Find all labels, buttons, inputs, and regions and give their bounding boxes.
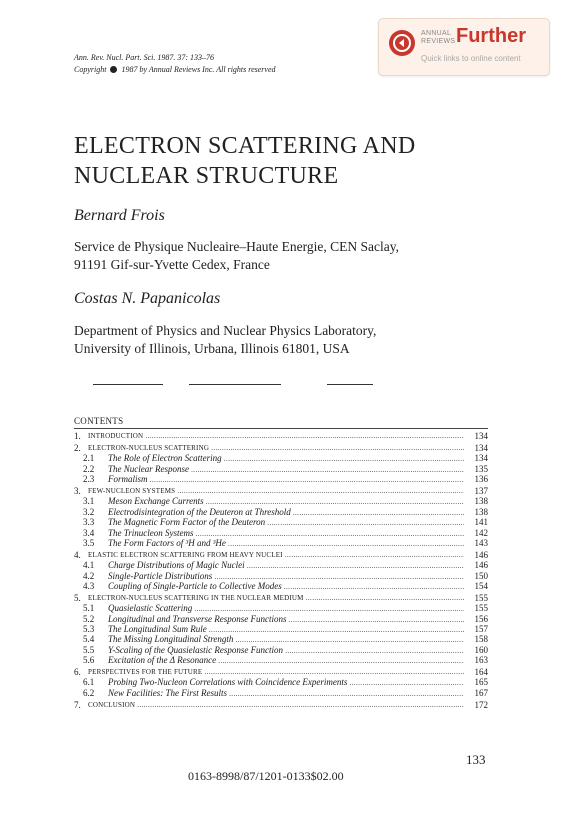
toc-entry-number: 2. — [74, 442, 81, 453]
separator-rule — [327, 384, 373, 385]
toc-entry-label: FEW-NUCLEON SYSTEMS — [88, 486, 176, 495]
price-code: 0163-8998/87/1201-0133$02.00 — [188, 769, 344, 783]
toc-entry-label: Quasielastic Scattering — [108, 603, 193, 614]
copyright-label: Copyright — [74, 65, 107, 74]
toc-entry-page: 146 — [464, 550, 488, 560]
toc-entry-number: 6. — [74, 667, 81, 678]
copyright-text: 1987 by Annual Reviews Inc. All rights reserved — [121, 65, 276, 74]
toc-entry-label-wrap — [88, 593, 464, 603]
toc-entry-number: 3.2 — [83, 506, 95, 517]
toc-entry-number: 7. — [74, 699, 81, 710]
annual-label: ANNUAL — [421, 30, 452, 37]
toc-entry-number: 3.3 — [83, 517, 95, 528]
toc-subsection-entry[interactable] — [74, 560, 488, 570]
toc-entry-label: The Role of Electron Scattering — [108, 453, 222, 464]
toc-entry-page: 157 — [464, 624, 488, 634]
toc-subsection-entry[interactable] — [74, 538, 488, 548]
toc-entry-label-wrap — [108, 581, 464, 592]
toc-entry-label-wrap — [88, 667, 464, 677]
toc-entry-label: New Facilities: The First Results — [108, 687, 227, 698]
toc-entry-label-wrap — [88, 486, 464, 496]
title-line-1: ELECTRON SCATTERING AND — [74, 133, 416, 159]
toc-entry-label: The Trinucleon Systems — [108, 527, 194, 538]
toc-subsection-entry[interactable] — [74, 507, 488, 517]
copyright-symbol-icon — [110, 66, 117, 73]
toc-subsection-entry[interactable] — [74, 634, 488, 644]
copyright-line — [74, 64, 276, 76]
toc-subsection-entry[interactable] — [74, 464, 488, 474]
contents-heading: CONTENTS — [74, 416, 124, 426]
toc-entry-number: 5.3 — [83, 624, 95, 635]
toc-entry-label: PERSPECTIVES FOR THE FUTURE — [88, 668, 203, 677]
toc-entry-label-wrap — [108, 474, 464, 485]
toc-entry-page: 154 — [464, 581, 488, 591]
toc-entry-number: 5.6 — [83, 655, 95, 666]
toc-entry-page: 138 — [464, 507, 488, 517]
toc-entry-page: 150 — [464, 571, 488, 581]
affiliation-line-1: Service de Physique Nucleaire–Haute Energie, CEN Saclay, — [74, 239, 400, 254]
author-affiliation — [74, 322, 376, 358]
toc-section-entry[interactable] — [74, 550, 488, 560]
toc-entry-number: 3.5 — [83, 537, 95, 548]
toc-entry-page: 160 — [464, 645, 488, 655]
toc-subsection-entry[interactable] — [74, 645, 488, 655]
toc-entry-page: 141 — [464, 517, 488, 527]
toc-entry-page: 155 — [464, 603, 488, 613]
toc-entry-number: 4. — [74, 549, 81, 560]
toc-entry-label-wrap — [108, 538, 464, 549]
toc-entry-page: 158 — [464, 634, 488, 644]
toc-entry-number: 5.2 — [83, 613, 95, 624]
toc-entry-label: ELASTIC ELECTRON SCATTERING FROM HEAVY NUCLEI — [88, 550, 283, 559]
toc-entry-label-wrap — [88, 431, 464, 441]
toc-entry-label-wrap — [108, 688, 464, 699]
toc-section-entry[interactable] — [74, 443, 488, 453]
toc-entry-number: 5.1 — [83, 603, 95, 614]
toc-subsection-entry[interactable] — [74, 517, 488, 527]
toc-entry-label: ELECTRON-NUCLEUS SCATTERING — [88, 443, 210, 452]
toc-entry-label: The Missing Longitudinal Strength — [108, 634, 234, 645]
toc-entry-label-wrap — [108, 655, 464, 666]
reviews-label: REVIEWS — [421, 38, 456, 45]
toc-entry-number: 5.5 — [83, 644, 95, 655]
toc-entry-page: 142 — [464, 528, 488, 538]
journal-reference: Ann. Rev. Nucl. Part. Sci. 1987. 37: 133–76 — [74, 53, 215, 62]
toc-entry-page: 155 — [464, 593, 488, 603]
toc-entry-label: Charge Distributions of Magic Nuclei — [108, 560, 245, 571]
toc-entry-page: 163 — [464, 655, 488, 665]
separator-rule — [189, 384, 281, 385]
toc-entry-number: 3. — [74, 485, 81, 496]
toc-subsection-entry[interactable] — [74, 624, 488, 634]
toc-entry-label: INTRODUCTION — [88, 432, 144, 440]
toc-entry-label: Excitation of the Δ Resonance — [108, 655, 217, 666]
toc-entry-label: CONCLUSION — [88, 700, 136, 709]
article-title — [74, 131, 416, 191]
toc-entry-page: 146 — [464, 560, 488, 570]
toc-entry-label: Coupling of Single-Particle to Collective Modes — [108, 580, 282, 591]
toc-entry-label: Longitudinal and Transverse Response Functions — [108, 613, 287, 624]
toc-entry-label: The Form Factors of ³H and ³He — [108, 537, 226, 548]
toc-entry-label: ELECTRON-NUCLEUS SCATTERING IN THE NUCLEAR MEDIUM — [88, 593, 304, 602]
affiliation-line-2: University of Illinois, Urbana, Illinois 61801, USA — [74, 341, 350, 356]
table-of-contents — [74, 431, 488, 710]
toc-entry-number: 6.2 — [83, 687, 95, 698]
toc-section-entry[interactable] — [74, 667, 488, 677]
toc-entry-label: The Longitudinal Sum Rule — [108, 624, 207, 635]
separator-rule — [93, 384, 163, 385]
toc-entry-label: Electrodisintegration of the Deuteron at Threshold — [108, 506, 291, 517]
toc-entry-label: Single-Particle Distributions — [108, 570, 213, 581]
toc-subsection-entry[interactable] — [74, 496, 488, 506]
toc-subsection-entry[interactable] — [74, 688, 488, 698]
toc-entry-page: 134 — [464, 453, 488, 463]
toc-subsection-entry[interactable] — [74, 528, 488, 538]
toc-entry-page: 134 — [464, 431, 488, 441]
toc-subsection-entry[interactable] — [74, 677, 488, 687]
toc-entry-page: 172 — [464, 700, 488, 710]
contents-top-rule — [74, 428, 488, 429]
annual-reviews-logo — [421, 30, 455, 46]
toc-section-entry[interactable] — [74, 486, 488, 496]
toc-entry-page: 167 — [464, 688, 488, 698]
toc-entry-label-wrap — [88, 443, 464, 453]
toc-entry-label: The Nuclear Response — [108, 463, 189, 474]
toc-entry-page: 138 — [464, 496, 488, 506]
toc-entry-page: 165 — [464, 677, 488, 687]
toc-subsection-entry[interactable] — [74, 655, 488, 665]
toc-entry-number: 6.1 — [83, 677, 95, 688]
toc-subsection-entry[interactable] — [74, 581, 488, 591]
toc-entry-label: Probing Two-Nucleon Correlations with Coincidence Experiments — [108, 677, 348, 688]
toc-entry-number: 2.1 — [83, 453, 95, 464]
further-label: Further — [456, 25, 526, 47]
toc-subsection-entry[interactable] — [74, 603, 488, 613]
toc-section-entry[interactable] — [74, 431, 488, 441]
toc-entry-number: 2.2 — [83, 463, 95, 474]
further-arrow-icon — [389, 30, 415, 56]
toc-entry-number: 3.1 — [83, 496, 95, 507]
author-name: Costas N. Papanicolas — [74, 290, 221, 307]
toc-entry-page: 156 — [464, 614, 488, 624]
affiliation-line-1: Department of Physics and Nuclear Physics Laboratory, — [74, 323, 377, 338]
toc-entry-page: 136 — [464, 474, 488, 484]
toc-subsection-entry[interactable] — [74, 614, 488, 624]
toc-entry-page: 137 — [464, 486, 488, 496]
quick-links-label: Quick links to online content — [421, 54, 521, 63]
toc-entry-number: 4.1 — [83, 560, 95, 571]
title-line-2: NUCLEAR STRUCTURE — [74, 163, 339, 189]
toc-entry-number: 3.4 — [83, 527, 95, 538]
toc-entry-number: 5. — [74, 592, 81, 603]
toc-entry-number: 2.3 — [83, 474, 95, 485]
toc-entry-label: Y-Scaling of the Quasielastic Response Function — [108, 644, 284, 655]
author-affiliation — [74, 238, 399, 274]
toc-entry-label: The Magnetic Form Factor of the Deuteron — [108, 517, 266, 528]
toc-entry-label: Meson Exchange Currents — [108, 496, 204, 507]
toc-section-entry[interactable] — [74, 700, 488, 710]
toc-entry-page: 164 — [464, 667, 488, 677]
journal-citation — [74, 52, 276, 76]
toc-entry-page: 134 — [464, 443, 488, 453]
toc-entry-number: 4.2 — [83, 570, 95, 581]
toc-subsection-entry[interactable] — [74, 453, 488, 463]
toc-entry-number: 4.3 — [83, 580, 95, 591]
toc-entry-number: 5.4 — [83, 634, 95, 645]
toc-subsection-entry[interactable] — [74, 474, 488, 484]
author-name: Bernard Frois — [74, 207, 165, 224]
toc-entry-page: 143 — [464, 538, 488, 548]
toc-entry-label: Formalism — [108, 474, 148, 485]
toc-entry-label-wrap — [88, 550, 464, 560]
page-number: 133 — [466, 752, 486, 767]
toc-entry-page: 135 — [464, 464, 488, 474]
affiliation-line-2: 91191 Gif-sur-Yvette Cedex, France — [74, 257, 270, 272]
toc-entry-number: 1. — [74, 431, 81, 441]
further-banner[interactable] — [378, 18, 550, 76]
toc-section-entry[interactable] — [74, 593, 488, 603]
toc-subsection-entry[interactable] — [74, 571, 488, 581]
toc-entry-label-wrap — [88, 700, 464, 710]
